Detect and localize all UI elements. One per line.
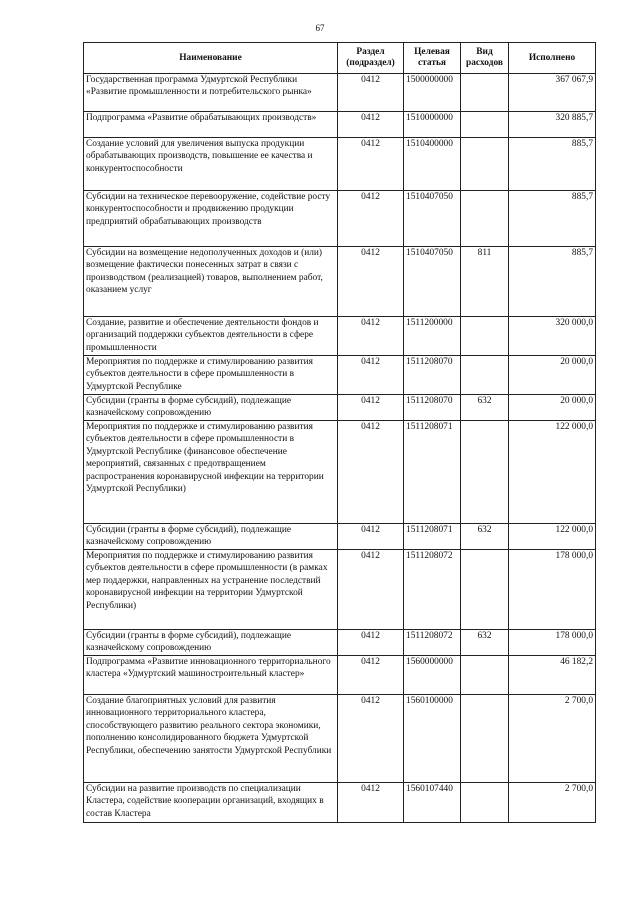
header-executed: Исполнено bbox=[509, 43, 596, 74]
row-section: 0412 bbox=[338, 630, 404, 656]
row-target: 1500000000 bbox=[404, 74, 461, 112]
table-row bbox=[84, 395, 596, 421]
table-row bbox=[84, 356, 596, 395]
row-type bbox=[461, 550, 509, 630]
row-amount: 885,7 bbox=[509, 247, 596, 317]
row-type bbox=[461, 656, 509, 695]
table-row bbox=[84, 112, 596, 138]
row-name: Мероприятия по поддержке и стимулированию развития субъектов деятельности в сфере промышленности (в рамках мер поддержки, направленных на устранение последствий коронавирусной инфекции на территории Удмуртской Республики) bbox=[84, 550, 338, 630]
row-section: 0412 bbox=[338, 112, 404, 138]
row-type bbox=[461, 317, 509, 356]
table-row bbox=[84, 550, 596, 630]
row-amount: 320 885,7 bbox=[509, 112, 596, 138]
row-amount: 320 000,0 bbox=[509, 317, 596, 356]
row-name: Подпрограмма «Развитие обрабатывающих производств» bbox=[84, 112, 338, 138]
row-amount: 885,7 bbox=[509, 191, 596, 247]
row-target: 1511208072 bbox=[404, 550, 461, 630]
row-name: Субсидии (гранты в форме субсидий), подлежащие казначейскому сопровождению bbox=[84, 395, 338, 421]
row-section: 0412 bbox=[338, 695, 404, 783]
row-name: Создание, развитие и обеспечение деятельности фондов и организаций поддержки субъектов деятельности в сфере промышленности bbox=[84, 317, 338, 356]
row-amount: 122 000,0 bbox=[509, 421, 596, 524]
row-target: 1560100000 bbox=[404, 695, 461, 783]
row-type bbox=[461, 421, 509, 524]
row-target: 1511208071 bbox=[404, 421, 461, 524]
row-target: 1511200000 bbox=[404, 317, 461, 356]
row-name: Подпрограмма «Развитие инновационного территориального кластера «Удмуртский машиностроительный кластер» bbox=[84, 656, 338, 695]
row-section: 0412 bbox=[338, 395, 404, 421]
row-section: 0412 bbox=[338, 356, 404, 395]
table-row bbox=[84, 783, 596, 823]
row-target: 1511208070 bbox=[404, 356, 461, 395]
row-name: Субсидии на техническое перевооружение, содействие росту конкурентоспособности и продвижению продукции предприятий обрабатывающих производств bbox=[84, 191, 338, 247]
row-section: 0412 bbox=[338, 74, 404, 112]
table-row bbox=[84, 74, 596, 112]
table-row bbox=[84, 138, 596, 191]
row-type bbox=[461, 74, 509, 112]
page-number: 67 bbox=[315, 23, 325, 33]
row-section: 0412 bbox=[338, 550, 404, 630]
header-target: Целевая статья bbox=[404, 43, 461, 74]
row-name: Субсидии (гранты в форме субсидий), подлежащие казначейскому сопровождению bbox=[84, 524, 338, 550]
header-type: Вид расходов bbox=[461, 43, 509, 74]
table-row bbox=[84, 524, 596, 550]
row-type bbox=[461, 138, 509, 191]
row-name: Создание благоприятных условий для развития инновационного территориального кластера, способствующего развитию реального сектора экономики, пополнению консолидированного бюджета Удмуртской Республики, обеспечению занятости Удмуртской Республики bbox=[84, 695, 338, 783]
row-section: 0412 bbox=[338, 421, 404, 524]
row-name: Мероприятия по поддержке и стимулированию развития субъектов деятельности в сфере промышленности в Удмуртской Республике bbox=[84, 356, 338, 395]
row-type bbox=[461, 191, 509, 247]
budget-table bbox=[83, 42, 596, 823]
row-type bbox=[461, 112, 509, 138]
row-section: 0412 bbox=[338, 656, 404, 695]
header-name: Наименование bbox=[84, 43, 338, 74]
row-name: Создание условий для увеличения выпуска продукции обрабатывающих производств, повышение ее качества и конкурентоспособности bbox=[84, 138, 338, 191]
row-target: 1510407050 bbox=[404, 191, 461, 247]
row-name: Мероприятия по поддержке и стимулированию развития субъектов деятельности в сфере промышленности в Удмуртской Республике (финансовое обеспечение мероприятий, связанных с предотвращением распространения коронавирусной инфекции на территории Удмуртской Республики) bbox=[84, 421, 338, 524]
row-target: 1510000000 bbox=[404, 112, 461, 138]
row-section: 0412 bbox=[338, 783, 404, 823]
table-row bbox=[84, 247, 596, 317]
table-header-row bbox=[84, 43, 596, 74]
row-amount: 885,7 bbox=[509, 138, 596, 191]
row-section: 0412 bbox=[338, 317, 404, 356]
row-name: Государственная программа Удмуртской Республики «Развитие промышленности и потребительского рынка» bbox=[84, 74, 338, 112]
row-name: Субсидии (гранты в форме субсидий), подлежащие казначейскому сопровождению bbox=[84, 630, 338, 656]
row-section: 0412 bbox=[338, 524, 404, 550]
row-type bbox=[461, 695, 509, 783]
row-type: 632 bbox=[461, 630, 509, 656]
row-type: 811 bbox=[461, 247, 509, 317]
row-name: Субсидии на развитие производств по специализации Кластера, содействие кооперации организаций, входящих в состав Кластера bbox=[84, 783, 338, 823]
row-name: Субсидии на возмещение недополученных доходов и (или) возмещение фактически понесенных затрат в связи с производством (реализацией) товаров, выполнением работ, оказанием услуг bbox=[84, 247, 338, 317]
table-row bbox=[84, 630, 596, 656]
row-section: 0412 bbox=[338, 138, 404, 191]
row-target: 1560107440 bbox=[404, 783, 461, 823]
row-target: 1511208071 bbox=[404, 524, 461, 550]
row-type: 632 bbox=[461, 395, 509, 421]
row-section: 0412 bbox=[338, 191, 404, 247]
table-row bbox=[84, 656, 596, 695]
row-amount: 367 067,9 bbox=[509, 74, 596, 112]
row-amount: 20 000,0 bbox=[509, 356, 596, 395]
row-amount: 2 700,0 bbox=[509, 695, 596, 783]
row-type: 632 bbox=[461, 524, 509, 550]
table-row bbox=[84, 191, 596, 247]
row-target: 1510400000 bbox=[404, 138, 461, 191]
row-type bbox=[461, 356, 509, 395]
row-amount: 20 000,0 bbox=[509, 395, 596, 421]
row-target: 1511208072 bbox=[404, 630, 461, 656]
row-amount: 46 182,2 bbox=[509, 656, 596, 695]
row-type bbox=[461, 783, 509, 823]
row-amount: 178 000,0 bbox=[509, 630, 596, 656]
row-target: 1511208070 bbox=[404, 395, 461, 421]
table-row bbox=[84, 317, 596, 356]
row-target: 1560000000 bbox=[404, 656, 461, 695]
row-amount: 178 000,0 bbox=[509, 550, 596, 630]
table-row bbox=[84, 421, 596, 524]
header-section: Раздел (подраздел) bbox=[338, 43, 404, 74]
table-row bbox=[84, 695, 596, 783]
row-section: 0412 bbox=[338, 247, 404, 317]
row-amount: 2 700,0 bbox=[509, 783, 596, 823]
row-amount: 122 000,0 bbox=[509, 524, 596, 550]
row-target: 1510407050 bbox=[404, 247, 461, 317]
